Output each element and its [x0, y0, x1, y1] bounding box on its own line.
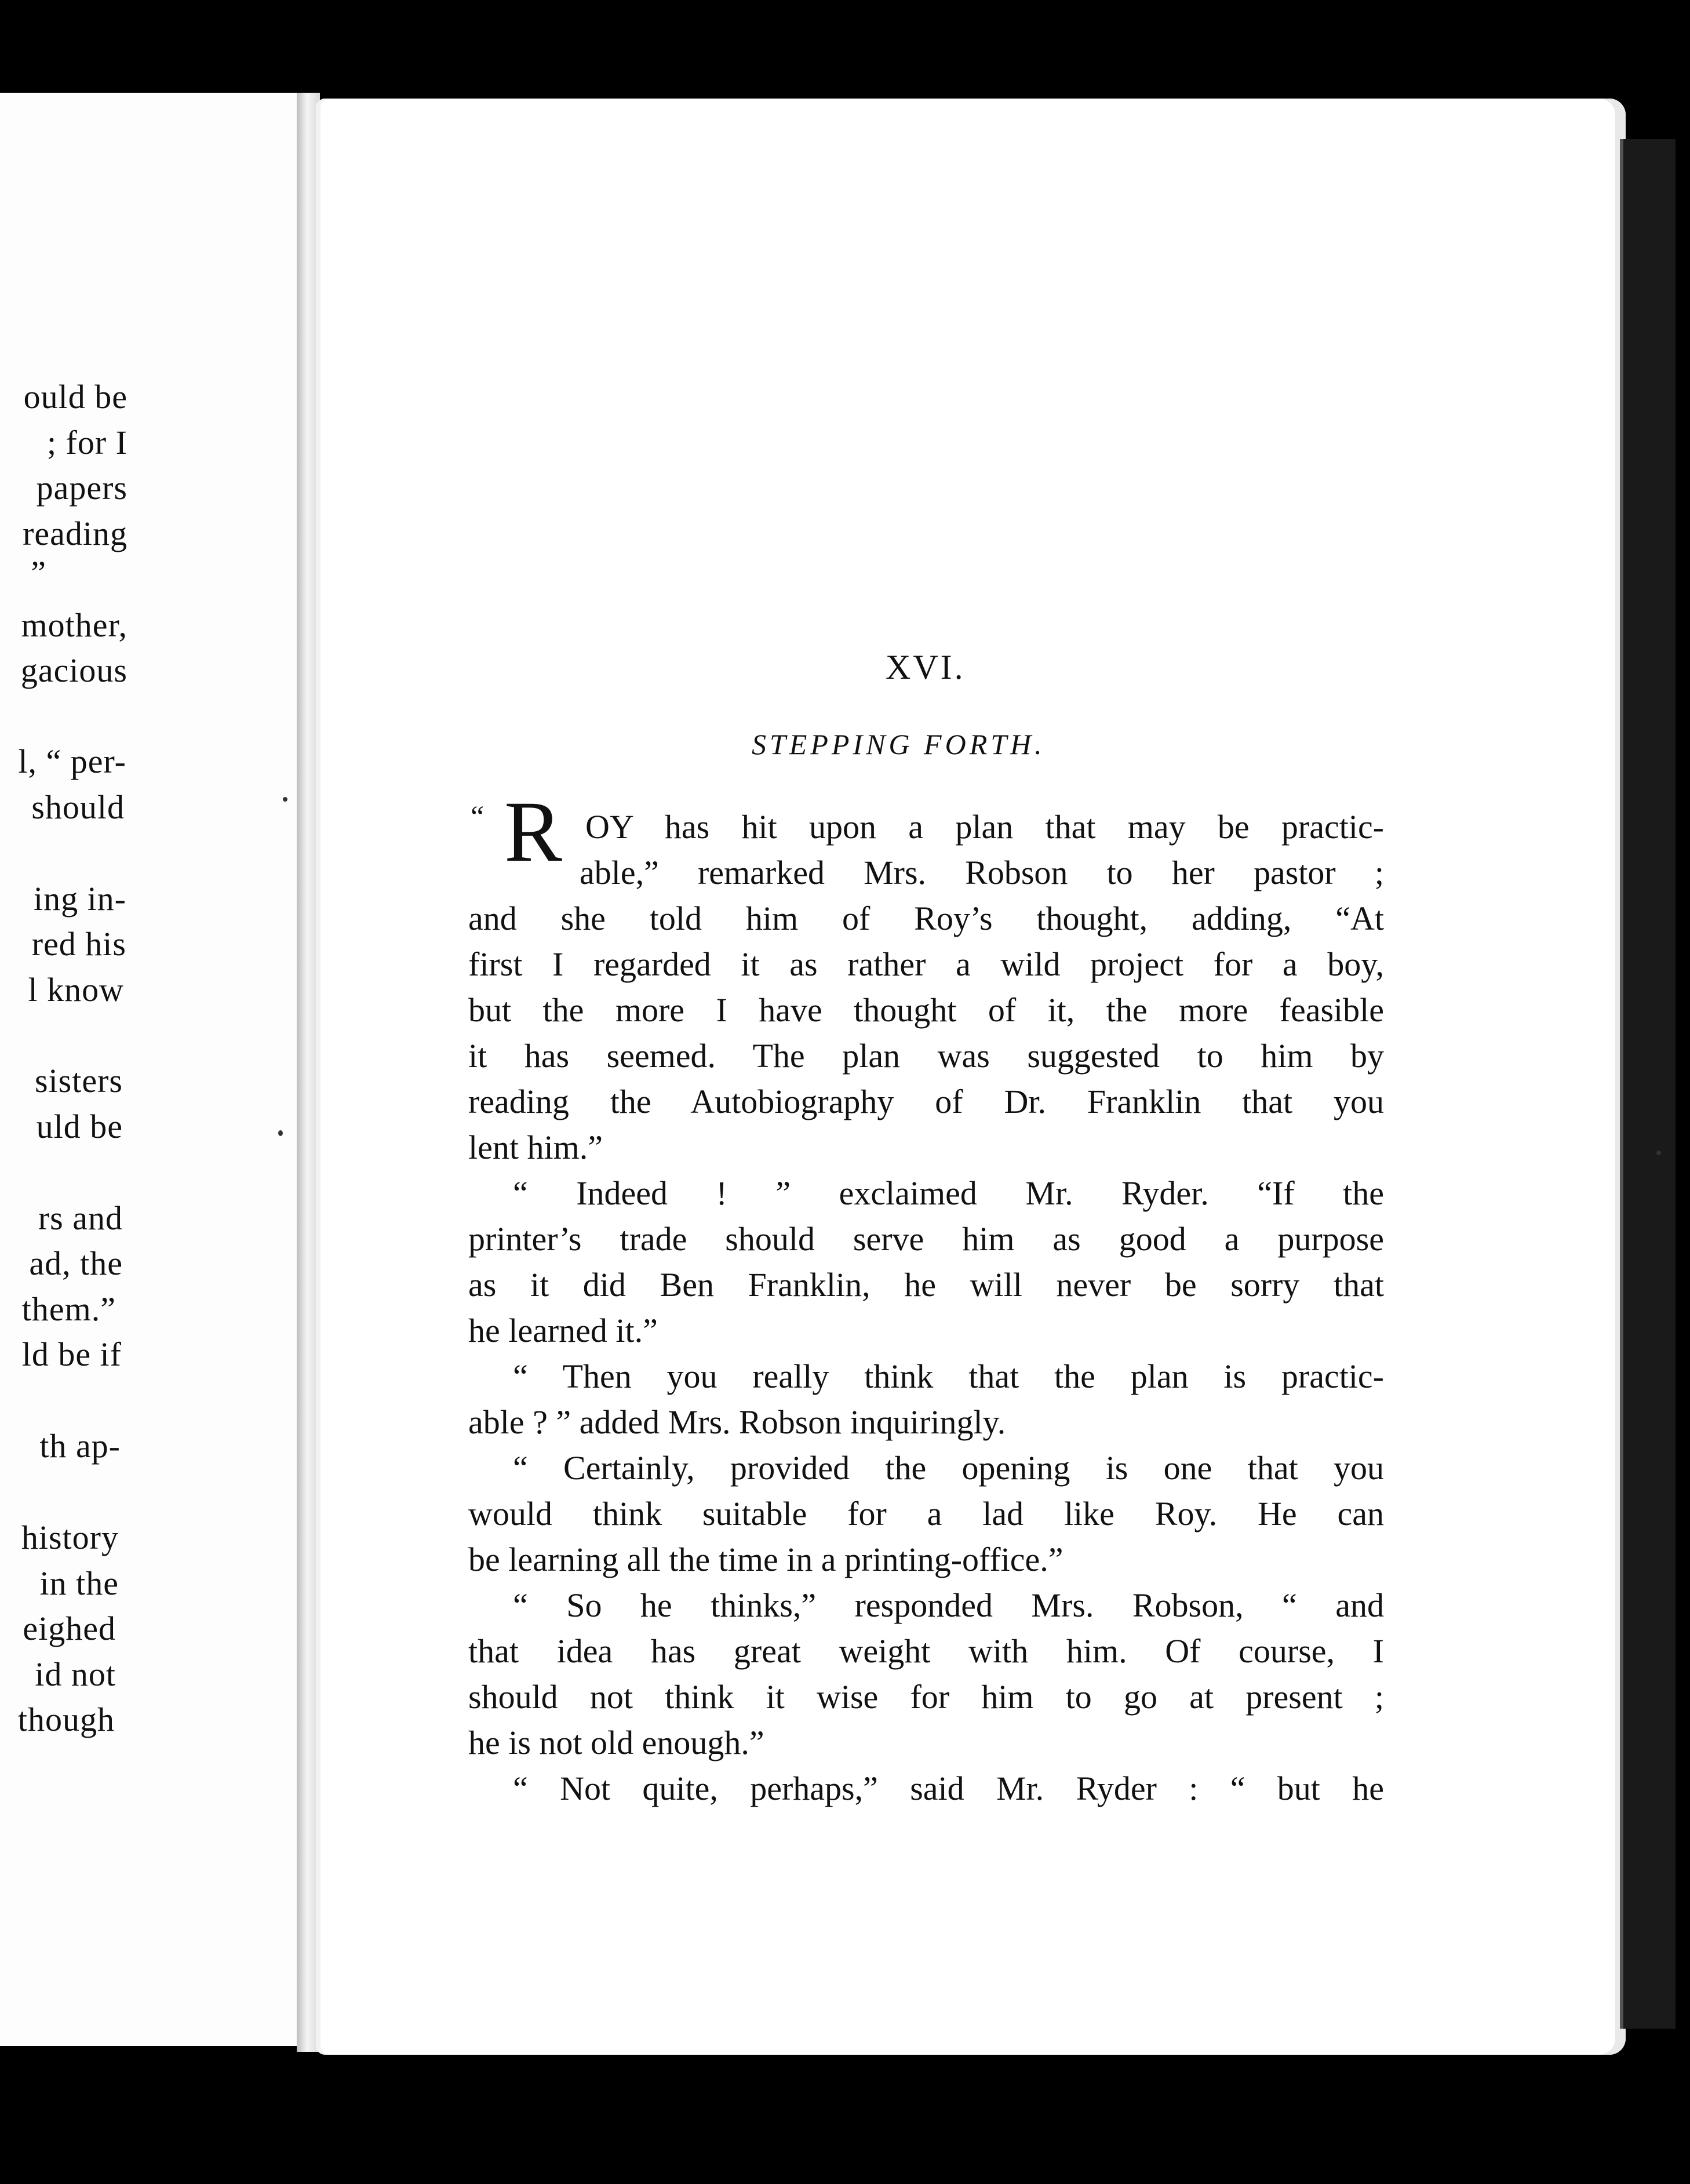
left-text-line: ; for I: [46, 424, 128, 461]
chapter-number: XVI.: [886, 648, 966, 686]
body-text-line: printer’s trade should serve him as good a purpose: [468, 1220, 1384, 1258]
left-text-line: sisters: [35, 1062, 123, 1100]
left-text-line: ad, the: [29, 1244, 123, 1282]
left-text-line: uld be: [36, 1108, 123, 1145]
left-text-line: history: [21, 1519, 119, 1556]
body-text-line: able,” remarked Mrs. Robson to her pastor ;: [580, 854, 1384, 891]
left-text-line: should: [31, 788, 125, 826]
left-text-line: ing in-: [33, 880, 126, 918]
dropcap-letter: R: [504, 784, 563, 880]
body-text-line: would think suitable for a lad like Roy. He can: [468, 1495, 1384, 1533]
left-text-line: ”: [31, 554, 46, 592]
body-text-line: reading the Autobiography of Dr. Franklin that you: [468, 1083, 1384, 1120]
left-text-line: in the: [39, 1564, 119, 1602]
body-text-line: should not think it wise for him to go at present ;: [468, 1678, 1384, 1716]
body-text-line: “ Then you really think that the plan is practic-: [513, 1357, 1384, 1395]
left-text-line: id not: [35, 1655, 116, 1693]
body-text-line: it has seemed. The plan was suggested to him by: [468, 1037, 1384, 1075]
body-text-line: “ Certainly, provided the opening is one that you: [513, 1449, 1384, 1487]
chapter-title: STEPPING FORTH.: [752, 728, 1046, 760]
body-text-line: and she told him of Roy’s thought, adding, “At: [468, 900, 1384, 937]
left-text-line: l know: [28, 971, 124, 1009]
body-text-line: OY has hit upon a plan that may be practic-: [585, 808, 1384, 846]
left-text-line: reading: [23, 515, 128, 552]
body-text-line: first I regarded it as rather a wild project for a boy,: [468, 945, 1384, 983]
left-facing-page: [0, 93, 307, 2046]
page-edge-shadow: [1620, 139, 1676, 2029]
body-text-line: be learning all the time in a printing-office.”: [468, 1541, 1063, 1578]
body-text-line: lent him.”: [468, 1129, 603, 1166]
left-text-line: gacious: [20, 651, 128, 689]
body-text-line: as it did Ben Franklin, he will never be sorry that: [468, 1266, 1384, 1304]
body-text-line: that idea has great weight with him. Of course, I: [468, 1632, 1384, 1670]
scan-speck: [278, 1130, 283, 1136]
body-text-line: “ Not quite, perhaps,” said Mr. Ryder : “ but he: [513, 1770, 1384, 1807]
left-text-line: rs and: [38, 1199, 123, 1237]
left-text-line: though: [17, 1701, 115, 1738]
body-text-line: able ? ” added Mrs. Robson inquiringly.: [468, 1403, 1006, 1441]
body-text-line: “ Indeed ! ” exclaimed Mr. Ryder. “If the: [513, 1174, 1384, 1212]
body-text-line: but the more I have thought of it, the more feasible: [468, 991, 1384, 1029]
scan-speck: [1656, 1151, 1661, 1155]
dropcap-opening-quote: “: [471, 800, 485, 833]
body-text-line: he is not old enough.”: [468, 1724, 764, 1761]
body-text-line: he learned it.”: [468, 1312, 658, 1349]
left-text-line: them.”: [21, 1290, 116, 1328]
left-text-line: mother,: [21, 606, 128, 644]
left-text-line: eighed: [23, 1610, 116, 1647]
left-text-line: red his: [31, 925, 126, 963]
left-text-line: l, “ per-: [18, 742, 126, 780]
scan-speck: [283, 797, 287, 802]
body-text-line: “ So he thinks,” responded Mrs. Robson, “ and: [513, 1586, 1384, 1624]
left-text-line: ould be: [23, 378, 128, 416]
left-text-line: th ap-: [39, 1427, 121, 1465]
left-text-line: ld be if: [21, 1335, 122, 1373]
left-text-line: papers: [36, 469, 128, 507]
